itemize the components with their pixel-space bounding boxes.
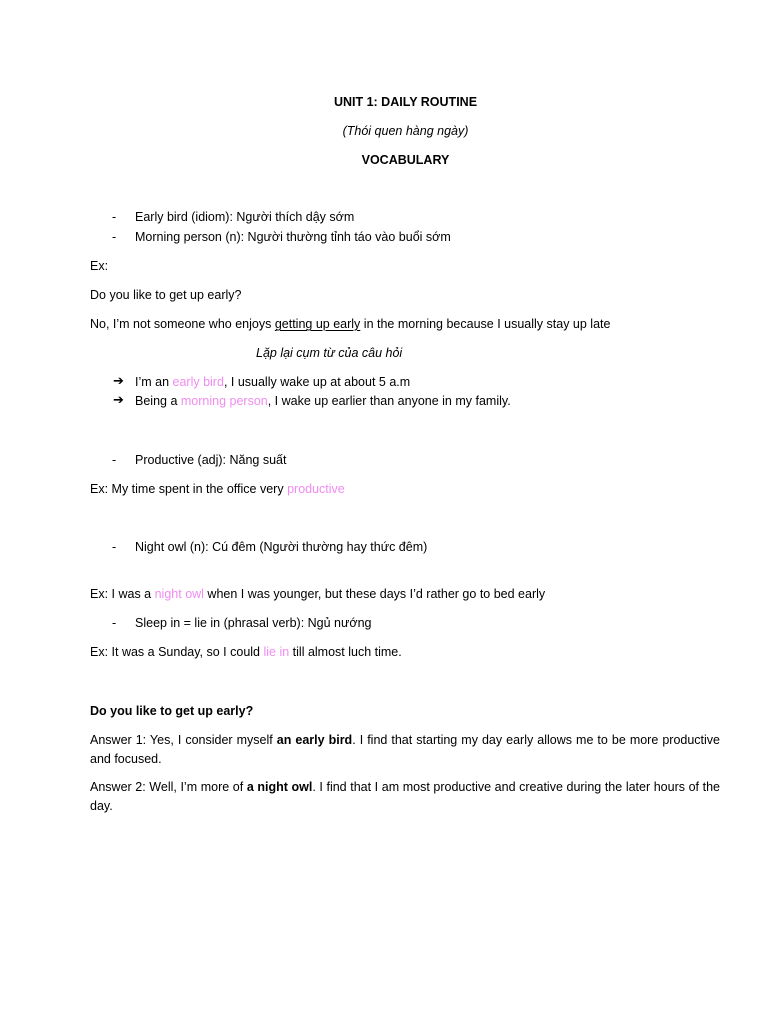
- arrow2-text-after: , I wake up earlier than anyone in my family.: [267, 394, 511, 408]
- vocab-productive: Productive (adj): Năng suất: [135, 453, 287, 467]
- answer2-bold-phrase: a night owl: [246, 780, 313, 794]
- vocab-morning-person: Morning person (n): Người thường tỉnh táo vào buổi sớm: [135, 230, 451, 244]
- answer2-text-before: Answer 2: Well, I’m more of: [90, 780, 247, 794]
- vocab-night-owl: Night owl (n): Cú đêm (Người thường hay thức đêm): [135, 540, 428, 554]
- unit-title: UNIT 1: DAILY ROUTINE: [333, 95, 478, 109]
- arrow2-text-before: Being a: [135, 394, 181, 408]
- highlight-early-bird: early bird: [172, 375, 224, 389]
- example-label: Ex:: [90, 259, 109, 273]
- list-dash: -: [112, 230, 117, 244]
- arrow1-text-after: , I usually wake up at about 5 a.m: [223, 375, 411, 389]
- vocab-early-bird: Early bird (idiom): Người thích dậy sớm: [135, 210, 355, 224]
- night-owl-text-before: Ex: I was a: [90, 587, 155, 601]
- example-arrow-line-1: [135, 374, 410, 390]
- example-answer: [90, 316, 610, 332]
- list-dash: -: [112, 210, 117, 224]
- example-question: Do you like to get up early?: [90, 288, 242, 302]
- highlight-night-owl: night owl: [154, 587, 204, 601]
- list-dash: -: [112, 540, 117, 554]
- example-arrow-line-2: [135, 393, 511, 409]
- example-lie-in: [90, 644, 402, 660]
- answer1-text-before: Answer 1: Yes, I consider myself: [90, 733, 277, 747]
- answer-text-after: in the morning because I usually stay up late: [360, 317, 611, 331]
- example-productive: [90, 481, 345, 497]
- arrow-icon: ➔: [113, 392, 124, 407]
- qa-question: Do you like to get up early?: [90, 704, 254, 718]
- unit-subtitle: (Thói quen hàng ngày): [342, 124, 469, 138]
- answer-text-before: No, I’m not someone who enjoys: [90, 317, 275, 331]
- arrow-icon: ➔: [113, 373, 124, 388]
- highlight-lie-in: lie in: [263, 645, 290, 659]
- list-dash: -: [112, 616, 117, 630]
- vocab-sleep-in: Sleep in = lie in (phrasal verb): Ngủ nướng: [135, 616, 372, 630]
- answer-1: [90, 731, 720, 769]
- productive-text-before: Ex: My time spent in the office very: [90, 482, 288, 496]
- answer-underlined-phrase: getting up early: [274, 317, 361, 331]
- answer1-text-after: . I find that starting my day early allows me to be more productive and focused.: [90, 733, 720, 766]
- arrow1-text-before: I’m an: [135, 375, 173, 389]
- answer-2: [90, 778, 720, 816]
- repeat-phrase-note: Lặp lại cụm từ của câu hỏi: [256, 346, 403, 360]
- highlight-morning-person: morning person: [180, 394, 268, 408]
- answer1-bold-phrase: an early bird: [276, 733, 353, 747]
- list-dash: -: [112, 453, 117, 467]
- section-title: VOCABULARY: [361, 153, 450, 167]
- answer2-text-after: . I find that I am most productive and creative during the later hours of the day.: [90, 780, 720, 813]
- lie-in-text-after: till almost luch time.: [289, 645, 402, 659]
- night-owl-text-after: when I was younger, but these days I’d rather go to bed early: [203, 587, 546, 601]
- example-night-owl: [90, 586, 545, 602]
- lie-in-text-before: Ex: It was a Sunday, so I could: [90, 645, 264, 659]
- highlight-productive: productive: [287, 482, 345, 496]
